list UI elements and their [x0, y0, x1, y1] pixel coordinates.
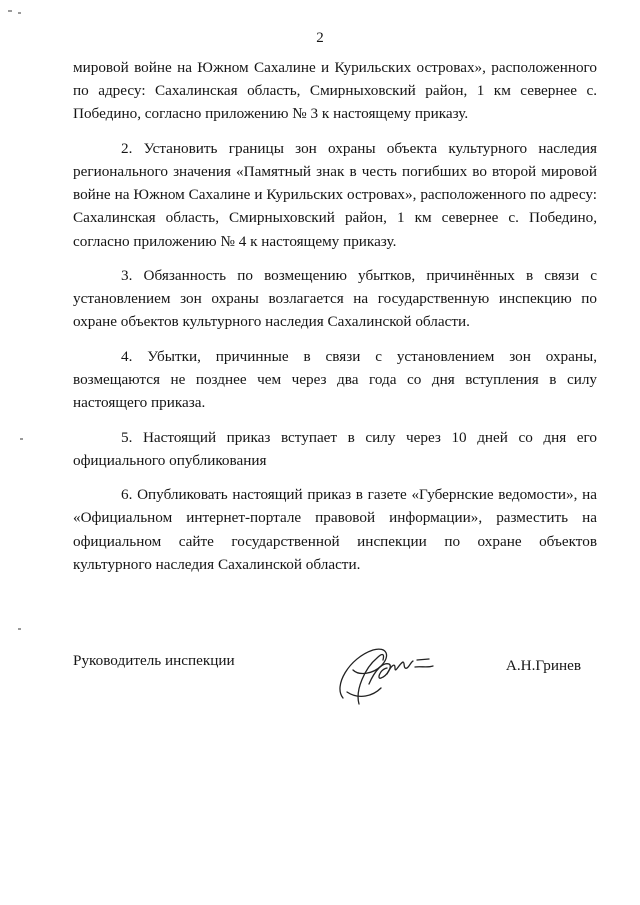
paragraph-item-3: 3. Обязанность по возмещению убытков, причинённых в связи с установлением зон охраны возлагается на государственную инспекцию по охране объектов культурного наследия Сахалинской области. — [73, 267, 597, 331]
paragraph-item-6: 6. Опубликовать настоящий приказ в газете «Губернские ведомости», на «Официальном интернет-портале правовой информации», разместить на официальном сайте государственной инспекции по охране объектов культурного наследия Сахалинской области. — [73, 486, 597, 573]
scan-artifact — [18, 12, 21, 14]
paragraph-continuation: мировой войне на Южном Сахалине и Курильских островах», расположенного по адресу: Сахалинская область, Смирныховский район, 1 км севернее с. Победино, согласно приложению № 3 к настоящему приказу. — [73, 59, 597, 123]
signatory-name: А.Н.Гринев — [505, 657, 581, 674]
paragraph-item-5: 5. Настоящий приказ вступает в силу через 10 дней со дня его официального опубликования — [73, 428, 597, 469]
document-body — [73, 56, 597, 587]
paragraph-item-2: 2. Установить границы зон охраны объекта культурного наследия регионального значения «Памятный знак в честь погибших во второй мировой войне на Южном Сахалине и Курильских островах», расположенного по адресу: Сахалинская область, Смирныховский район, 1 км севернее с. Победино, согласно приложению № 4 к настоящему приказу. — [73, 139, 597, 250]
scan-artifact — [18, 628, 21, 630]
signature-block — [73, 640, 597, 720]
scan-artifact — [20, 438, 23, 440]
handwritten-signature — [329, 640, 439, 710]
paragraph-item-4: 4. Убытки, причинные в связи с установлением зон охраны, возмещаются не позднее чем через два года со дня вступления в силу настоящего приказа. — [73, 347, 597, 412]
page-number: 2 — [316, 30, 324, 46]
signatory-title: Руководитель инспекции — [73, 652, 235, 669]
scan-artifact — [8, 10, 12, 12]
